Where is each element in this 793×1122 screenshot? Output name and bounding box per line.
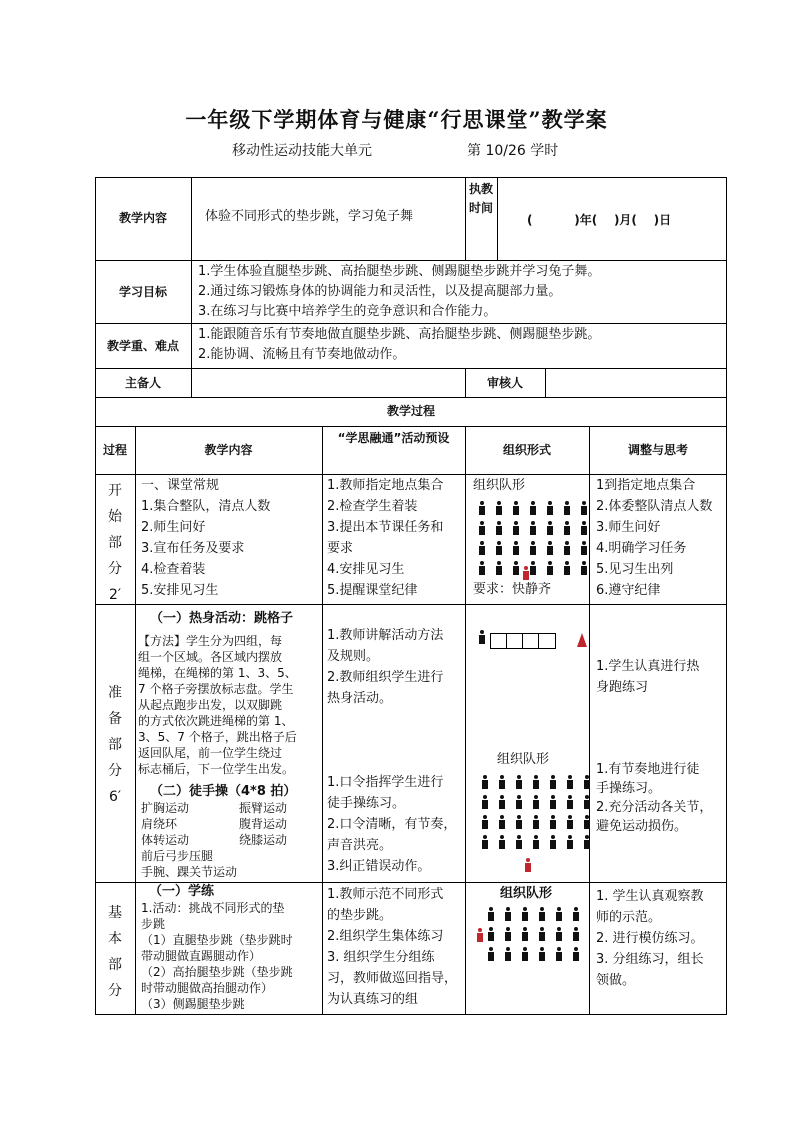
basic-activity: 1.教师示范不同形式 的垫步跳。 2.组织学生集体练习 3. 组织学生分组练 习，教师做巡回指导， 为认真练习的组 bbox=[327, 887, 458, 1007]
exercise-title: （二）徒手操（4*8 拍） bbox=[150, 784, 297, 799]
preparer-label: 主备人 bbox=[124, 376, 161, 390]
prep-adjust-2: 1.有节奏地进行徒 手操练习。 2.充分活动各关节， 避免运动损伤。 bbox=[596, 762, 713, 834]
date-field: ( )年( )月( )日 bbox=[527, 213, 672, 227]
exec-time-label: 执教时间 bbox=[468, 182, 493, 215]
start-activity: 1.教师指定地点集合 2.检查学生着装 3.提出本节课任务和 要求 4.安排见习生 5.提醒课堂纪律 bbox=[327, 478, 444, 598]
header-organization: 组织形式 bbox=[502, 443, 551, 457]
header-stage: 过程 bbox=[102, 443, 127, 457]
start-org-note: 要求：快静齐 bbox=[473, 582, 552, 597]
key-point-1: 1.能跟随音乐有节奏地做直腿垫步跳、高抬腿垫步跳、侧踢腿垫步跳。 bbox=[198, 327, 601, 342]
start-content: 一、课堂常规 1.集合整队，清点人数 2.师生问好 3.宣布任务及要求 4.检查着装 5.安排见习生 bbox=[141, 478, 271, 598]
prep-adjust-1: 1.学生认真进行热 身跑练习 bbox=[596, 659, 700, 695]
page-title: 一年级下学期体育与健康“行思课堂”教学案 bbox=[185, 107, 608, 132]
marker-cone bbox=[577, 633, 587, 647]
header-content: 教学内容 bbox=[204, 443, 253, 457]
start-org-title: 组织队形 bbox=[473, 478, 526, 493]
lesson-number: 第 10/26 学时 bbox=[467, 143, 559, 159]
basic-adjust: 1. 学生认真观察教 师的示范。 2. 进行模仿练习。 3. 分组练习，组长 领做。 bbox=[596, 889, 704, 988]
stage-prep: 准 备 部 分 6′ bbox=[108, 685, 122, 805]
teacher-figure bbox=[522, 566, 530, 580]
warmup-method: 【方法】学生分为四组，每 组一个区域。各区域内摆放 绳梯，在绳梯的第 1、3、5、 7 个格子旁摆放标志盘。学生 从起点跑步出发，以双脚跳 的方式依次跳进绳梯的第 1、 3、5、7 个格子，跳出格子后 返回队尾，前一位学生绕过 标志桶后，下一位学生出发。 bbox=[138, 634, 297, 776]
objective-1: 1.学生体验直腿垫步跳、高抬腿垫步跳、侧踢腿垫步跳并学习兔子舞。 bbox=[198, 264, 601, 279]
process-title: 教学过程 bbox=[386, 404, 435, 418]
unit-name: 移动性运动技能大单元 bbox=[232, 143, 372, 159]
stage-start: 开 始 部 分 2′ bbox=[108, 483, 122, 603]
teacher-figure bbox=[476, 928, 484, 942]
header-adjust: 调整与思考 bbox=[627, 443, 688, 457]
prep-formation bbox=[481, 774, 600, 854]
objectives-label: 学习目标 bbox=[118, 285, 167, 299]
rope-ladder bbox=[490, 633, 556, 649]
header-activity: “学思融通”活动预设 bbox=[337, 431, 450, 445]
exercise-list: 扩胸运动 振臂运动 肩绕环 腹背运动 体转运动 绕膝运动 前后弓步压腿 手腕、踝关节运动 bbox=[141, 801, 288, 879]
objective-2: 2.通过练习锻炼身体的协调能力和灵活性，以及提高腿部力量。 bbox=[198, 284, 562, 299]
warmup-title: （一）热身活动：跳格子 bbox=[150, 611, 294, 626]
student-figure bbox=[478, 630, 486, 644]
basic-org-title: 组织队形 bbox=[500, 886, 553, 901]
objective-3: 3.在练习与比赛中培养学生的竞争意识和合作能力。 bbox=[198, 304, 497, 319]
key-point-2: 2.能协调、流畅且有节奏地做动作。 bbox=[198, 347, 406, 362]
stage-basic: 基 本 部 分 bbox=[108, 905, 122, 999]
teacher-figure bbox=[524, 858, 532, 872]
prep-activity-2: 1.口令指挥学生进行 徒手操练习。 2.口令清晰，有节奏， 声音洪亮。 3.纠正错误动作。 bbox=[327, 775, 457, 874]
key-points-label: 教学重、难点 bbox=[106, 339, 179, 353]
prep-org-title: 组织队形 bbox=[497, 752, 550, 767]
basic-content: （一）学练 1.活动：挑战不同形式的垫 步跳 （1）直腿垫步跳（垫步跳时 带动腿做直踢腿动作） （2）高抬腿垫步跳（垫步跳 时带动腿做高抬腿动作） （3）侧踢腿垫步跳 bbox=[141, 884, 293, 1011]
basic-formation bbox=[487, 906, 589, 966]
start-formation bbox=[478, 500, 597, 580]
start-adjust: 1到指定地点集合 2.体委整队清点人数 3.师生问好 4.明确学习任务 5.见习生出列 6.遵守纪律 bbox=[596, 478, 713, 598]
reviewer-label: 审核人 bbox=[486, 376, 523, 390]
content-label: 教学内容 bbox=[118, 211, 167, 225]
content-value: 体验不同形式的垫步跳，学习兔子舞 bbox=[205, 209, 414, 224]
prep-activity-1: 1.教师讲解活动方法 及规则。 2.教师组织学生进行 热身活动。 bbox=[327, 628, 444, 706]
